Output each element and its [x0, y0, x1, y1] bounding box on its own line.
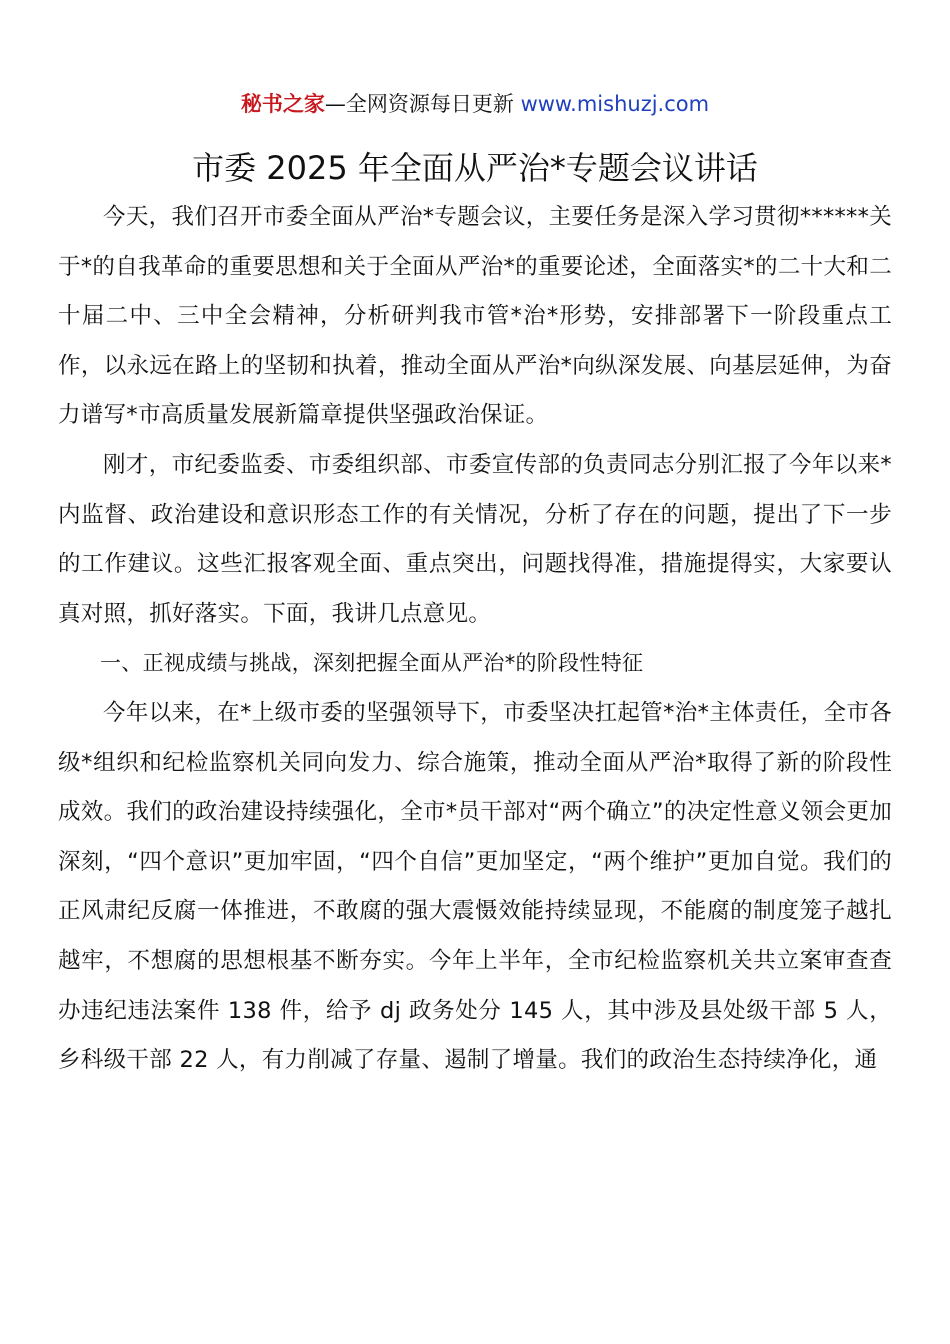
- paragraph-achievements: 今年以来，在*上级市委的坚强领导下，市委坚决扛起管*治*主体责任，全市各级*组织和纪检监察机关同向发力、综合施策，推动全面从严治*取得了新的阶段性成效。我们的政治建设持续强化，全市*员干部对“两个确立”的决定性意义领会更加深刻，“四个意识”更加牢固，“四个自信”更加坚定，“两个维护”更加自觉。我们的正风肃纪反腐一体推进，不敢腐的强大震慑效能持续显现，不能腐的制度笼子越扎越牢，不想腐的思想根基不断夯实。今年上半年，全市纪检监察机关共立案审查查办违纪违法案件 138 件，给予 dj 政务处分 145 人，其中涉及县处级干部 5 人，乡科级干部 22 人，有力削减了存量、遏制了增量。我们的政治生态持续净化，通: [58, 699, 892, 1074]
- site-header: [0, 88, 950, 120]
- section-heading: 一、正视成绩与挑战，深刻把握全面从严治*的阶段性特征: [100, 651, 644, 676]
- document-body: [58, 193, 892, 1086]
- site-url-link[interactable]: www.mishuzj.com: [520, 92, 710, 116]
- document-title: 市委 2025 年全面从严治*专题会议讲话: [192, 149, 758, 187]
- header-tagline: —全网资源每日更新: [324, 92, 521, 116]
- brand-name[interactable]: 秘书之家: [240, 92, 325, 116]
- paragraph-intro: 今天，我们召开市委全面从严治*专题会议，主要任务是深入学习贯彻******关于*的自我革命的重要思想和关于全面从严治*的重要论述，全面落实*的二十大和二十届二中、三中全会精神，分析研判我市管*治*形势，安排部署下一阶段重点工作，以永远在路上的坚韧和执着，推动全面从严治*向纵深发展、向基层延伸，为奋力谱写*市高质量发展新篇章提供坚强政治保证。: [58, 204, 892, 429]
- paragraph-reports: 刚才，市纪委监委、市委组织部、市委宣传部的负责同志分别汇报了今年以来*内监督、政治建设和意识形态工作的有关情况，分析了存在的问题，提出了下一步的工作建议。这些汇报客观全面、重点突出，问题找得准，措施提得实，大家要认真对照，抓好落实。下面，我讲几点意见。: [58, 451, 892, 627]
